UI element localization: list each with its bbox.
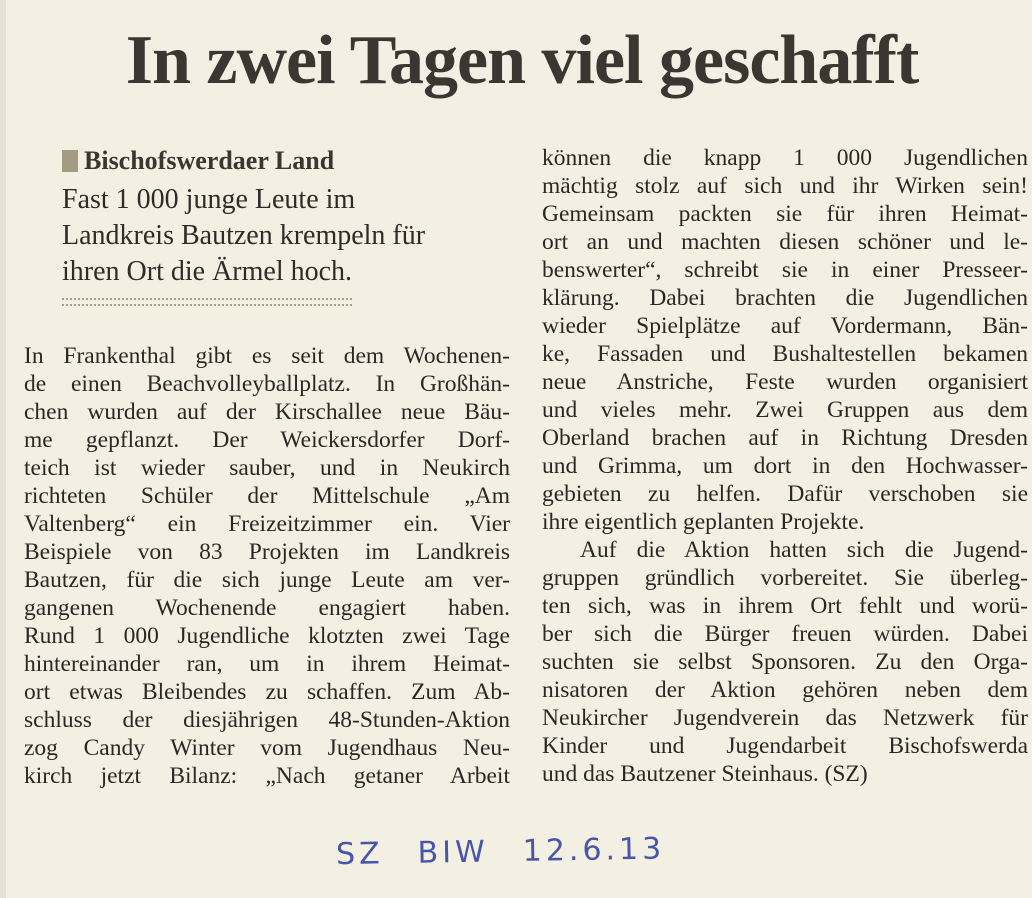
- article-line: teich ist wieder sauber, und in Neukirch: [24, 455, 510, 481]
- article-line: richteten Schüler der Mittelschule „Am: [24, 483, 510, 509]
- article-line: nisatoren der Aktion gehören neben dem: [542, 677, 1028, 703]
- handwritten-note: [336, 831, 700, 872]
- article-line: und Grimma, um dort in den Hochwasser-: [542, 453, 1028, 479]
- article-line: chen wurden auf der Kirschallee neue Bäu-: [24, 399, 510, 425]
- article-line: können die knapp 1 000 Jugendlichen: [542, 145, 1028, 171]
- article-line: Beispiele von 83 Projekten im Landkreis: [24, 539, 510, 565]
- article-line: ihre eigentlich geplanten Projekte.: [542, 509, 865, 535]
- article-line: Kinder und Jugendarbeit Bischofswerda: [542, 733, 1028, 759]
- article-line: ort an und machten diesen schöner und le-: [542, 229, 1028, 255]
- article-line: Valtenberg“ ein Freizeitzimmer ein. Vier: [24, 511, 510, 537]
- article-line: ber sich die Bürger freuen würden. Dabei: [542, 621, 1028, 647]
- handwritten-region: BIW: [417, 834, 490, 871]
- article-line: suchten sie selbst Sponsoren. Zu den Orga-: [542, 649, 1028, 675]
- article-line: gruppen gründlich vorbereitet. Sie überleg-: [542, 565, 1028, 591]
- article-line: gangenen Wochenende engagiert haben.: [24, 595, 510, 621]
- handwritten-date: 12.6.13: [522, 831, 666, 869]
- kicker-marker: [62, 150, 78, 172]
- article-line: Neukircher Jugendverein das Netzwerk für: [542, 705, 1028, 731]
- article-line: mächtig stolz auf sich und ihr Wirken sein!: [542, 173, 1028, 199]
- article-line: kirch jetzt Bilanz: „Nach getaner Arbeit: [24, 763, 510, 789]
- article-line: klärung. Dabei brachten die Jugendlichen: [542, 285, 1028, 311]
- article-line: ort etwas Bleibendes zu schaffen. Zum Ab-: [24, 679, 510, 705]
- kicker: [62, 146, 334, 176]
- teaser-line: Fast 1 000 junge Leute im: [62, 184, 356, 215]
- article-line: benswerter“, schreibt sie in einer Presseer-: [542, 257, 1028, 283]
- article-line: ke, Fassaden und Bushaltestellen bekamen: [542, 341, 1028, 367]
- article-line: Gemeinsam packten sie für ihren Heimat-: [542, 201, 1028, 227]
- kicker-label: Bischofswerdaer Land: [84, 146, 335, 175]
- article-line: Rund 1 000 Jugendliche klotzten zwei Tage: [24, 623, 510, 649]
- article-line: schluss der diesjährigen 48-Stunden-Aktion: [24, 707, 510, 733]
- article-line: und vieles mehr. Zwei Gruppen aus dem: [542, 397, 1028, 423]
- handwritten-source: SZ: [335, 836, 384, 873]
- article-column-2: [542, 144, 1028, 788]
- article-line: neue Anstriche, Feste wurden organisiert: [542, 369, 1028, 395]
- article-line: zog Candy Winter vom Jugendhaus Neu-: [24, 735, 510, 761]
- headline: In zwei Tagen viel geschafft: [125, 22, 919, 99]
- article-line: wieder Spielplätze auf Vordermann, Bän-: [542, 313, 1028, 339]
- article-line: Bautzen, für die sich junge Leute am ver-: [24, 567, 510, 593]
- article-line: Oberland brachen auf in Richtung Dresden: [542, 425, 1028, 451]
- dotted-divider: [62, 298, 352, 306]
- article-line: me gepflanzt. Der Weickersdorfer Dorf-: [24, 427, 510, 453]
- article-line: und das Bautzener Steinhaus. (SZ): [542, 761, 868, 787]
- article-line: In Frankenthal gibt es seit dem Wochenen-: [24, 343, 510, 369]
- article-line: ten sich, was in ihrem Ort fehlt und worü-: [542, 593, 1028, 619]
- article-line: de einen Beachvolleyballplatz. In Großhän-: [24, 371, 510, 397]
- article-line: hintereinander ran, um in ihrem Heimat-: [24, 651, 510, 677]
- teaser-line: Landkreis Bautzen krempeln für: [62, 220, 426, 251]
- article-column-1: [24, 342, 510, 790]
- article-line: Auf die Aktion hatten sich die Jugend-: [580, 537, 1028, 563]
- teaser: [62, 182, 502, 290]
- article-line: gebieten zu helfen. Dafür verschoben sie: [542, 481, 1028, 507]
- teaser-line: ihren Ort die Ärmel hoch.: [62, 256, 353, 287]
